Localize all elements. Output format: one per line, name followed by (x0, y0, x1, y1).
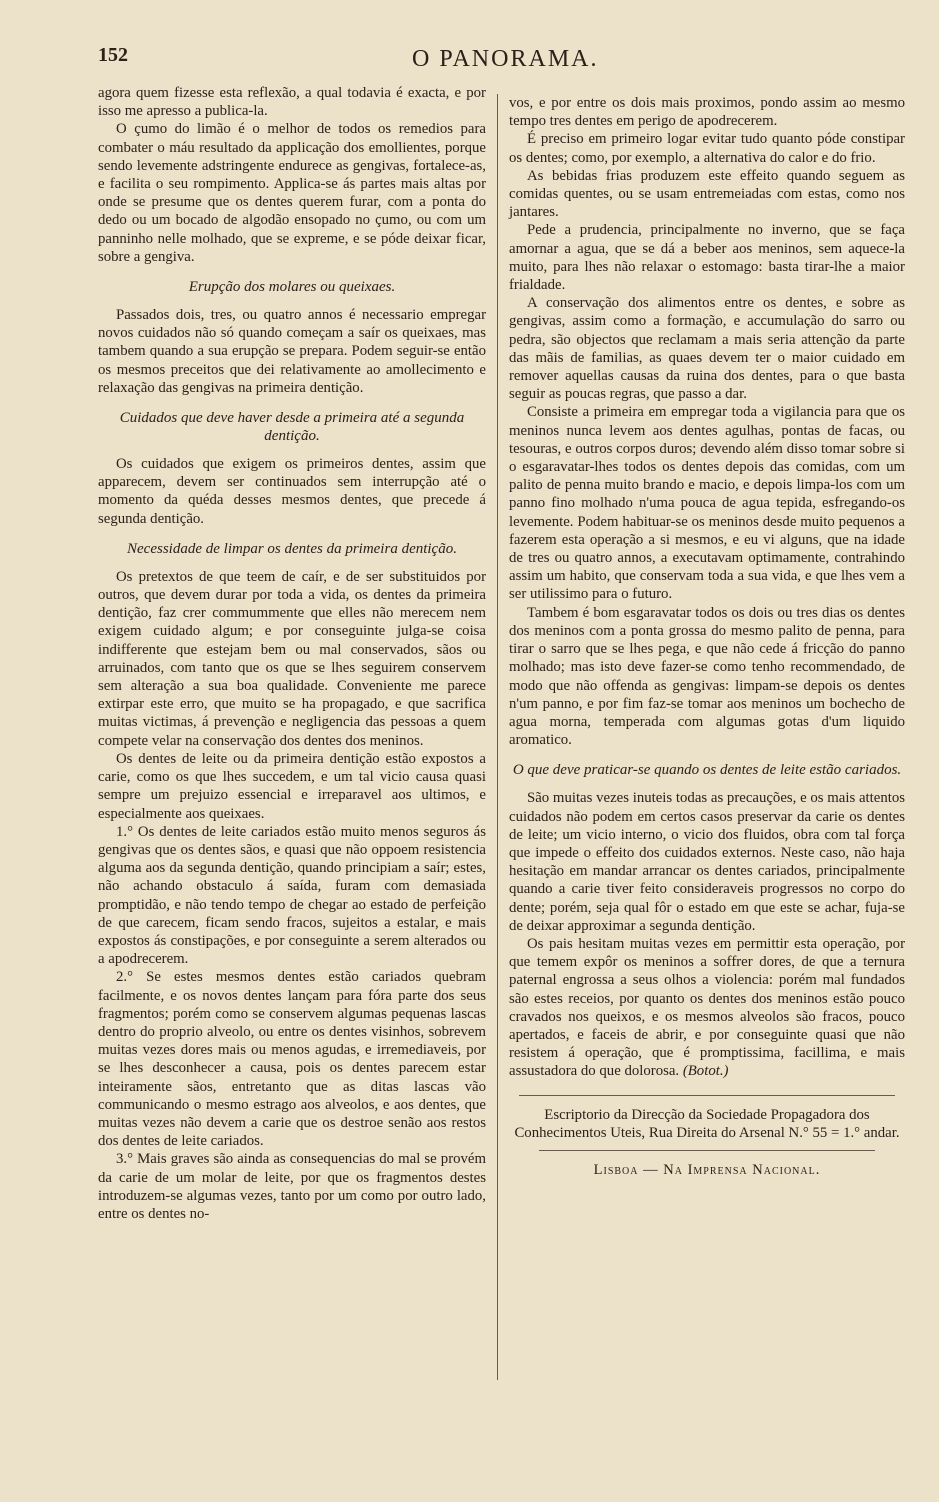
horizontal-rule (539, 1150, 875, 1151)
right-column (509, 94, 905, 1179)
left-column (98, 84, 486, 1223)
paragraph: Pede a prudencia, principalmente no inverno, que se faça amornar a agua, que se dá a beber aos meninos, sem aquece-la muito, para lhes não relaxar o estomago: basta tirar-lhe a maior frialdade. (509, 222, 905, 294)
author-attribution: (Botot.) (682, 1063, 729, 1080)
paragraph: 3.° Mais graves são ainda as consequencias do mal se provém da carie de um molar de leite, por que os fragmentos destes introduzem-se algumas vezes, tanto por um como por outro lado, entre os dentes no- (98, 1151, 486, 1222)
printer-line: Lisboa — Na Imprensa Nacional. (593, 1161, 821, 1178)
paragraph: Os pretextos de que teem de caír, e de ser substituidos por outros, que devem durar por toda a vida, os dentes da primeira dentição, faz crer commummente que elles não merecem nem exigem cuidado algum; e por conseguinte julga-se coisa indifferente que estejam bem ou mal conservados, sãos ou arruinados, com tanto que os que se lhes seguirem conservem sem alteração a sua boa qualidade. Conveniente me parece extirpar este erro, que muito se ha propagado, e que sacrifica muitas victimas, á prevenção e negligencia das pessoas a quem compete velar na conservação dos dentes dos meninos. (98, 568, 486, 749)
section-heading: O que deve praticar-se quando os dentes de leite estão cariados. (512, 762, 902, 779)
paragraph: As bebidas frias produzem este effeito quando seguem as comidas quentes, ou se usam entremeiadas com estas, como nos jantares. (509, 167, 905, 221)
paragraph-text: Os pais hesitam muitas vezes em permittir esta operação, por que temem expôr os meninos a soffrer dores, de que a ternura paternal engrossa a seus olhos a violencia: porém mal fundados são estes receios, por quanto os dentes dos meninos estão pouco cravados nos queixos, e os mesmos alveolos são fracos, pouco apertados, e faceis de abrir, e por conseguinte quasi que não resistem á operação, que é promptissima, facillima, e mais assustadora do que dolorosa. (509, 935, 905, 1080)
paragraph (509, 935, 905, 1081)
paragraph: vos, e por entre os dois mais proximos, pondo assim ao mesmo tempo tres dentes em perigo de apodrecerem. (509, 95, 905, 130)
paragraph: Os dentes de leite ou da primeira dentição estão expostos a carie, como os que lhes succedem, e um tal vicio causa quasi sempre um prejuizo essencial e irreparavel aos ultimos, e especialmente aos queixaes. (98, 750, 486, 822)
paragraph: Passados dois, tres, ou quatro annos é necessario empregar novos cuidados não só quando começam a saír os queixaes, mas tambem quando a sua erupção se prepara. Podem seguir-se então os mesmos preceitos que dei relativamente ao amollecimento e relaxação das gengivas na primeira dentição. (98, 307, 486, 396)
paragraph: agora quem fizesse esta reflexão, a qual todavia é exacta, e por isso me apresso a publica-la. (98, 85, 486, 120)
horizontal-rule (519, 1095, 895, 1096)
paragraph: Tambem é bom esgaravatar todos os dois ou tres dias os dentes dos meninos com a ponta grossa do mesmo palito de penna, para tirar o sarro que se lhes pega, e que não cede á fricção do panno molhado; mas isto deve fazer-se como tenho recommendado, de modo que não offenda as gengivas: limpam-se depois os dentes n'um panno, e por fim faz-se tomar aos meninos um bochecho de agua morna, temperada com algumas gotas d'um liquido aromatico. (509, 604, 905, 749)
journal-title: O PANORAMA. (412, 46, 599, 72)
page-number: 152 (98, 44, 128, 66)
section-heading: Erupção dos molares ou queixaes. (188, 279, 396, 296)
section-heading: Necessidade de limpar os dentes da primeira dentição. (127, 540, 457, 557)
paragraph: São muitas vezes inuteis todas as precauções, e os mais attentos cuidados não podem em certos casos preservar da carie os dentes de leite; um vicio interno, o vicio dos fluidos, obra com tal força que impede o effeito dos cuidados externos. Neste caso, não haja hesitação em mandar arrancar os dentes cariados, principalmente quando a carie tiver feito consideraveis progressos no corpo do dente; porém, seja qual fôr o estado em que este se achar, fuja-se de deixar approximar a segunda dentição. (509, 790, 905, 934)
paragraph: É preciso em primeiro logar evitar tudo quanto póde constipar os dentes; como, por exemplo, a alternativa do calor e do frio. (509, 131, 905, 166)
imprint-address: Escriptorio da Direcção da Sociedade Propagadora dos Conhecimentos Uteis, Rua Direita do Arsenal N.° 55 = 1.° andar. (514, 1106, 900, 1141)
paragraph: O çumo do limão é o melhor de todos os remedios para combater o máu resultado da applicação dos emollientes, porque sendo levemente adstringente endurece as gengivas, fortalece-as, e facilita o seu rompimento. Applica-se ás partes mais altas por onde se presume que os dentes querem furar, com a ponta do dedo ou um bocado de algodão ensopado no çumo, ou com um panninho nelle molhado, que se expreme, e se póde deixar ficar, sobre a gengiva. (98, 121, 486, 265)
column-divider (497, 94, 498, 1380)
paragraph: 1.° Os dentes de leite cariados estão muito menos seguros ás gengivas que os dentes sãos, e quasi que não oppoem resistencia alguma aos da segunda dentição, quando principiam a saír; estes, não achando obstaculo á saída, furam com demasiada promptidão, e não tendo tempo de chegar ao estado de perfeição de que carecem, ficam sendo fracos, sujeitos a estalar, e mais expostos ás constipações, e por conseguinte a serem alterados ou a apodrecerem. (98, 823, 486, 968)
paragraph: 2.° Se estes mesmos dentes estão cariados quebram facilmente, e os novos dentes lançam para fóra parte dos seus fragmentos; porém como se conservem algumas pequenas lascas dentro do proprio alveolo, ou entre os dentes visinhos, sobrevem muitas vezes dores mais ou menos agudas, e irremediaveis, por se lhes desconhecer a causa, pois os dentes parecem estar inteiramente sãos, entretanto que as ditas lascas vão communicando o mesmo estrago aos alveolos, e aos dentes, que muitas vezes não devem a carie que os destroe senão aos restos dos dentes de leite cariados. (98, 969, 486, 1150)
paragraph: A conservação dos alimentos entre os dentes, e sobre as gengivas, assim como a formação, e accumulação do sarro ou pedra, são objectos que reclamam a mais seria attenção da parte das mãis de familias, as quaes devem ter o maior cuidado em remover aquellas causas da ruina dos dentes, para o que basta seguir as poucas regras, que passo a dar. (509, 295, 905, 403)
paragraph: Os cuidados que exigem os primeiros dentes, assim que apparecem, devem ser continuados sem interrupção até o momento da quéda desses mesmos dentes, que precede á segunda dentição. (98, 456, 486, 527)
paragraph: Consiste a primeira em empregar toda a vigilancia para que os meninos nunca levem aos dentes agulhas, pontas de facas, ou tesouras, e outros corpos duros; devendo além disso tomar sobre si o esgaravatar-lhes todos os dentes depois das comidas, com um palito de penna muito brando e macio, e depois limpa-los com um panno fino molhado n'uma pouca de agua tepida, esfregando-os levemente. Podem habituar-se os meninos desde muito pequenos a fazerem esta operação a si mesmos, e eu vi alguns, que na idade de tres ou quatro annos, a executavam optimamente, contrahindo assim um habito, que conservam toda a sua vida, e que lhes vem a ser utilissimo para o futuro. (509, 404, 905, 603)
section-heading: Cuidados que deve haver desde a primeira até a segunda dentição. (119, 410, 465, 445)
